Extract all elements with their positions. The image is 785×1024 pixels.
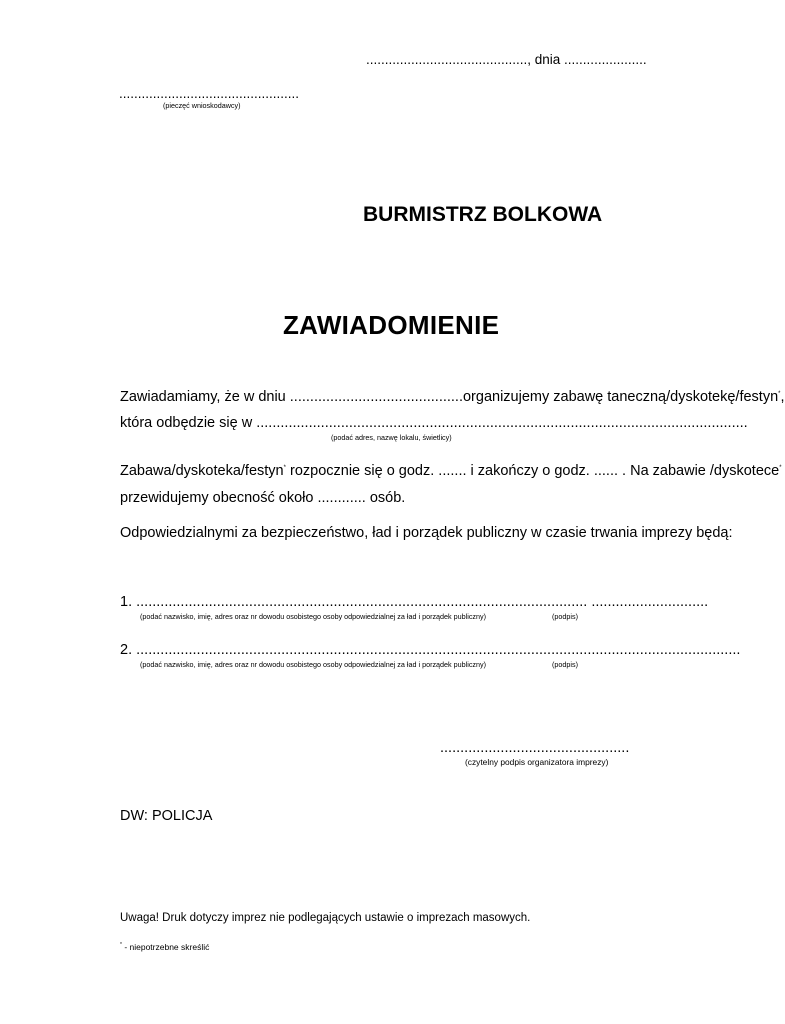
person-1-caption: (podać nazwisko, imię, adres oraz nr dowodu osobistego osoby odpowiedzialnej za ład i porządek publiczny) xyxy=(140,612,486,621)
stamp-caption: (pieczęć wnioskodawcy) xyxy=(163,101,241,110)
footnote-text: - niepotrzebne skreślić xyxy=(121,942,210,952)
person-1-sign-caption: (podpis) xyxy=(552,612,578,621)
address-caption: (podać adres, nazwę lokalu, świetlicy) xyxy=(331,433,452,442)
notice-text: Uwaga! Druk dotyczy imprez nie podlegających ustawie o imprezach masowych. xyxy=(120,912,531,924)
paragraph1-line2: która odbędzie się w .......................................................................................................................... xyxy=(120,415,748,431)
place-date-line: ..........................................., dnia ...................... xyxy=(366,52,647,67)
paragraph2-line1 xyxy=(120,463,782,479)
person-2-sign-caption: (podpis) xyxy=(552,660,578,669)
paragraph2-line1-b: rozpocznie się o godz. ....... i zakończy o godz. ...... . Na zabawie /dyskotece xyxy=(285,463,780,479)
paragraph2-line1-a: Zabawa/dyskoteka/festyn xyxy=(120,463,284,479)
footnote-marker: * xyxy=(120,942,122,948)
person-1-line: 1. ................................................................................................................ ............................. xyxy=(120,594,709,610)
addressee: BURMISTRZ BOLKOWA xyxy=(363,203,603,226)
footnote-marker: * xyxy=(778,391,781,397)
paragraph1-line1 xyxy=(120,389,785,405)
person-2-line: 2. ...................................................................................................................................................... xyxy=(120,642,741,658)
organizer-signature-caption: (czytelny podpis organizatora imprezy) xyxy=(465,757,609,767)
dw-recipient: DW: POLICJA xyxy=(120,808,213,824)
paragraph1-line1-end: , xyxy=(780,389,785,405)
paragraph2-line3: Odpowiedzialnymi za bezpieczeństwo, ład i porządek publiczny w czasie trwania imprezy będą: xyxy=(120,525,733,541)
person-2-caption: (podać nazwisko, imię, adres oraz nr dowodu osobistego osoby odpowiedzialnej za ład i porządek publiczny) xyxy=(140,660,486,669)
stamp-line: ................................................ xyxy=(119,86,300,101)
paragraph1-line1-text: Zawiadamiamy, że w dniu ...........................................organizujemy zabawę taneczną/dyskotekę/festyn xyxy=(120,389,779,405)
page-title: ZAWIADOMIENIE xyxy=(283,310,500,340)
footnote xyxy=(120,942,209,952)
organizer-signature-line: ............................................... xyxy=(440,740,630,756)
footnote-marker: * xyxy=(283,465,286,471)
footnote-marker: * xyxy=(779,465,782,471)
paragraph2-line2: przewidujemy obecność około ............ osób. xyxy=(120,490,406,506)
